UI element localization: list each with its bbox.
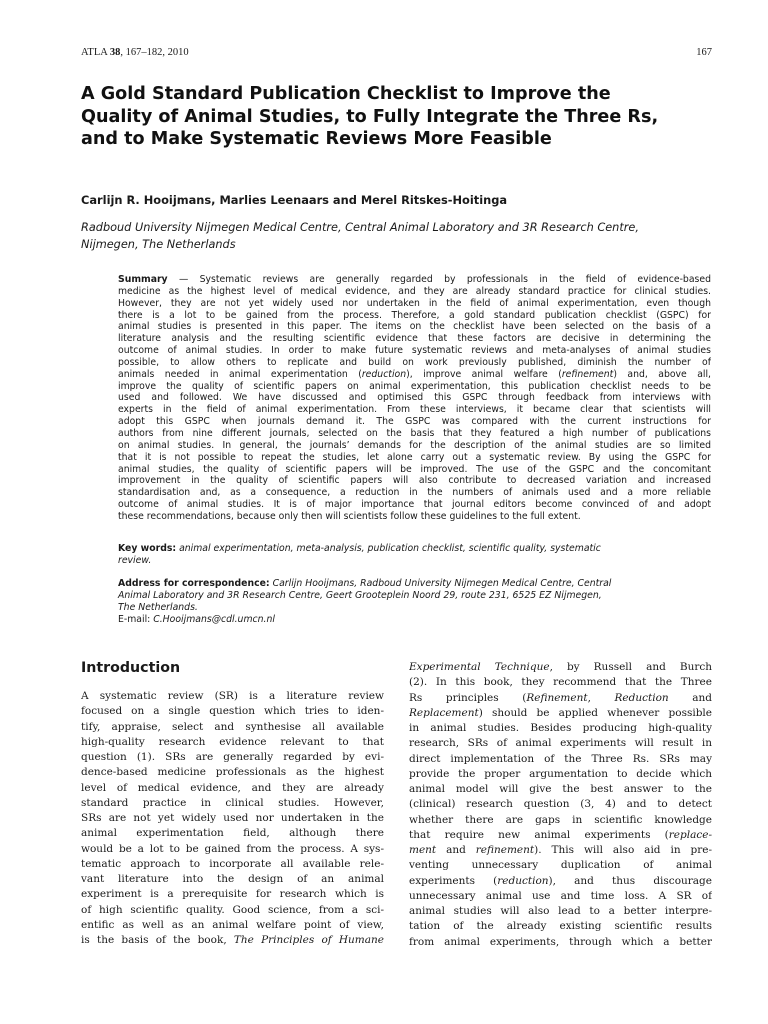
article-title [81,83,721,151]
keywords-label: Key words: [118,543,177,554]
title-line: and to Make Systematic Reviews More Feasible [81,129,552,149]
journal-volume: 38 [109,47,121,58]
title-line: A Gold Standard Publication Checklist to Improve the [81,84,611,104]
section-heading-introduction: Introduction [81,660,181,676]
key-words: Key words: animal experimentation, meta-analysis, publication checklist, scientific quality, systematic review. [118,543,601,566]
page-number: 167 [696,47,712,58]
address-label: Address for correspondence: [118,578,270,589]
summary-abstract: Summary — Systematic reviews are generally regarded by professionals in the field of evidence-based medicine as the highest level of medical evidence, and they are already standard practice for clinical studies. However, they are not yet widely used nor undertaken in the field of animal experimentation, even though there is a lot to be gained from the process. Therefore, a gold standard publication checklist (GSPC) for animal studies is presented in this paper. The items on the checklist have been selected on the basis of a literature analysis and the resulting scientific evidence that these factors are decisive in determining the outcome of animal studies. In order to make future systematic reviews and meta-analyses of animal studies possible, to allow others to replicate and build on work previously published, diminish the number of animals needed in animal experimentation (reduction), improve animal welfare (refinement) and, above all, improve the quality of scientific papers on animal experimentation, this publication checklist needs to be used and followed. We have discussed and optimised this GSPC through feedback from interviews with experts in the field of animal experimentation. From these interviews, it became clear that scientists will adopt this GSPC when journals demand it. The GSPC was compared with the current instructions for authors from nine different journals, selected on the basis that they featured a high number of publications on animal studies. In general, the journals’ demands for the description of the animal studies are so limited that it is not possible to repeat the studies, let alone carry out a systematic review. By using the GSPC for animal studies, the quality of scientific papers will be improved. The use of the GSPC and the concomitant improvement in the quality of scientific papers will also contribute to decreased variation and increased standardisation and, as a consequence, a reduction in the numbers of animals used and a more reliable outcome of animal studies. It is of major importance that journal editors become convinced of and adopt these recommendations, because only then will scientists follow these guidelines to the full extent. [118,274,711,522]
title-line: Quality of Animal Studies, to Fully Integrate the Three Rs, [81,106,659,127]
journal-citation: ATLA 38, 167–182, 2010 [81,47,189,58]
affiliation: Radboud University Nijmegen Medical Centre, Central Animal Laboratory and 3R Research Centre, Nijmegen, The Netherlands [81,221,639,251]
body-column-right: Experimental Technique, by Russell and Burch (2). In this book, they recommend that the Three Rs principles (Refinement, Reduction and Replacement) should be applied whenever possible in animal studies. Besides producing high-quality research, SRs of animal experiments will result in direct implementation of the Three Rs. SRs may provide the proper argumentation to decide which animal model will give the best answer to the (clinical) research question (3, 4) and to detect whether there are gaps in scientific knowledge that require new animal experiments (replace- ment and refinement). This will also aid in pre- venting unnecessary duplication of animal experiments (reduction), and thus discourage unnecessary animal use and time loss. A SR of animal studies will also lead to a better interpre- tation of the already existing scientific results from animal experiments, through which a better [409,661,712,948]
correspondence-address: Address for correspondence: Carlijn Hooijmans, Radboud University Nijmegen Medical Centre, Central Animal Laboratory and 3R Research Centre, Geert Grooteplein Noord 29, route 231, 6525 EZ Nijmegen, The Netherlands. E-mail: C.Hooijmans@cdl.umcn.nl [118,578,612,625]
running-head [81,47,712,58]
email-link[interactable]: C.Hooijmans@cdl.umcn.nl [150,613,275,625]
body-column-left: A systematic review (SR) is a literature review focused on a single question which tries to iden- tify, appraise, select and synthesise all available high-quality research evidence relevant to that question (1). SRs are generally regarded by evi- dence-based medicine professionals as the highest level of medical evidence, and they are already standard practice in clinical studies. However, SRs are not yet widely used nor undertaken in the animal experimentation field, although there would be a lot to be gained from the process. A sys- tematic approach to incorporate all available rele- vant literature into the design of an animal experiment is a prerequisite for research which is of high scientific quality. Good science, from a sci- entific as well as an animal welfare point of view, is the basis of the book, The Principles of Humane [81,690,384,946]
summary-label: Summary [118,274,168,285]
author-list: Carlijn R. Hooijmans, Marlies Leenaars and Merel Ritskes-Hoitinga [81,193,508,207]
